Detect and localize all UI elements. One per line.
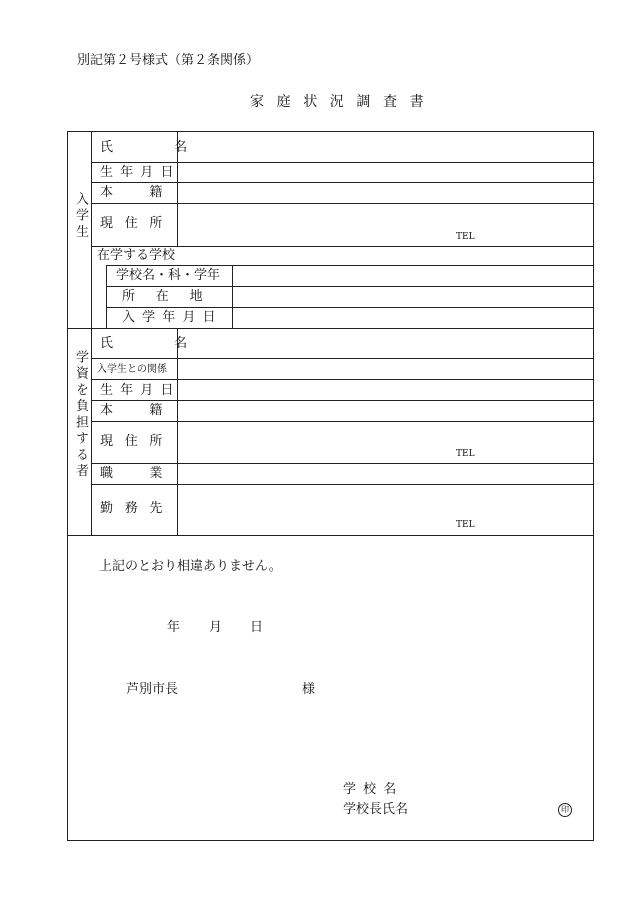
school-name-field-label: 学校名 (343, 782, 404, 797)
student-domicile-label: 本 籍 (100, 185, 175, 200)
honorific-label: 様 (302, 682, 316, 697)
school-name-label: 学校名・科・学年 (116, 268, 221, 283)
category-column-line (91, 131, 92, 535)
row-line (106, 307, 594, 308)
row-line (91, 246, 594, 247)
guardian-occupation-label: 職 業 (100, 466, 175, 481)
divider-guardian-declaration (67, 535, 594, 536)
school-header: 在学する学校 (97, 248, 176, 263)
row-line (91, 400, 594, 401)
guardian-section-label: 学資を負担する者 (73, 350, 88, 480)
row-line (106, 265, 594, 266)
form-reference: 別記第２号様式（第２条関係） (77, 53, 260, 68)
guardian-label-line (177, 328, 178, 535)
row-line (91, 484, 594, 485)
seal-icon: 印 (558, 803, 572, 817)
date-year-label: 年 (167, 620, 181, 635)
declaration-statement: 上記のとおり相違ありません。 (99, 559, 282, 574)
page-title: 家庭状況調査書 (250, 94, 437, 110)
row-line (91, 182, 594, 183)
school-location-label: 所 在 地 (122, 289, 207, 304)
guardian-relation-label: 入学生との関係 (97, 364, 167, 375)
row-line (91, 162, 594, 163)
student-birthdate-label: 生年月日 (100, 165, 181, 180)
enroll-date-label: 入学年月日 (122, 310, 223, 325)
divider-student-guardian (67, 328, 594, 329)
date-day-label: 日 (250, 620, 264, 635)
row-line (91, 421, 594, 422)
form-frame (67, 131, 594, 841)
student-name-label: 氏 名 (100, 140, 199, 155)
row-line (91, 379, 594, 380)
guardian-tel-label: TEL (456, 449, 475, 459)
row-line (91, 358, 594, 359)
guardian-birthdate-label: 生年月日 (100, 383, 181, 398)
student-tel-label: TEL (456, 232, 475, 242)
guardian-address-label: 現住所 (100, 434, 175, 449)
mayor-label: 芦別市長 (126, 682, 179, 697)
row-line (91, 463, 594, 464)
row-line (91, 203, 594, 204)
guardian-name-label: 氏 名 (100, 336, 199, 351)
guardian-domicile-label: 本 籍 (100, 403, 175, 418)
student-section-label: 入学生 (73, 192, 88, 241)
guardian-workplace-label: 勤務先 (100, 501, 175, 516)
row-line (106, 286, 594, 287)
workplace-tel-label: TEL (456, 520, 475, 530)
school-label-line (232, 265, 233, 328)
principal-name-label: 学校長氏名 (343, 802, 409, 817)
student-address-label: 現住所 (100, 216, 175, 231)
date-month-label: 月 (209, 620, 223, 635)
school-indent-line (106, 265, 107, 328)
